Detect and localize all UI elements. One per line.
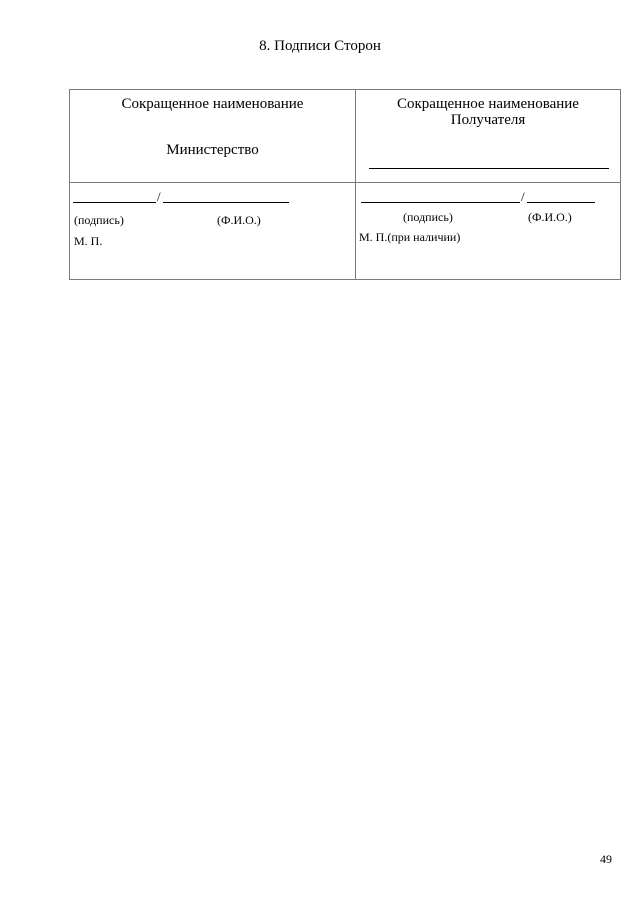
left-header: Сокращенное наименование <box>121 96 304 112</box>
left-signature-label: (подпись) <box>74 213 124 227</box>
signatures-table <box>69 89 621 280</box>
right-name-blank-line <box>527 202 595 203</box>
right-name-label: (Ф.И.О.) <box>528 210 572 224</box>
right-seal-label: М. П.(при наличии) <box>359 230 461 244</box>
recipient-name-blank-line <box>369 168 609 169</box>
left-name-blank-line <box>163 202 289 203</box>
left-name-label: (Ф.И.О.) <box>217 213 261 227</box>
page-number: 49 <box>600 852 612 866</box>
left-organization-name: Министерство <box>166 142 259 158</box>
right-header-line2: Получателя <box>450 112 526 128</box>
section-title: 8. Подписи Сторон <box>259 38 381 54</box>
right-separator: / <box>521 189 525 204</box>
left-separator: / <box>157 189 161 204</box>
row-divider <box>70 182 620 183</box>
right-header <box>356 96 620 128</box>
left-signature-blank-line <box>73 202 156 203</box>
right-signature-blank-line <box>361 202 520 203</box>
right-signature-label: (подпись) <box>403 210 453 224</box>
left-seal-label: М. П. <box>74 234 103 248</box>
right-header-line1: Сокращенное наименование <box>397 96 579 112</box>
